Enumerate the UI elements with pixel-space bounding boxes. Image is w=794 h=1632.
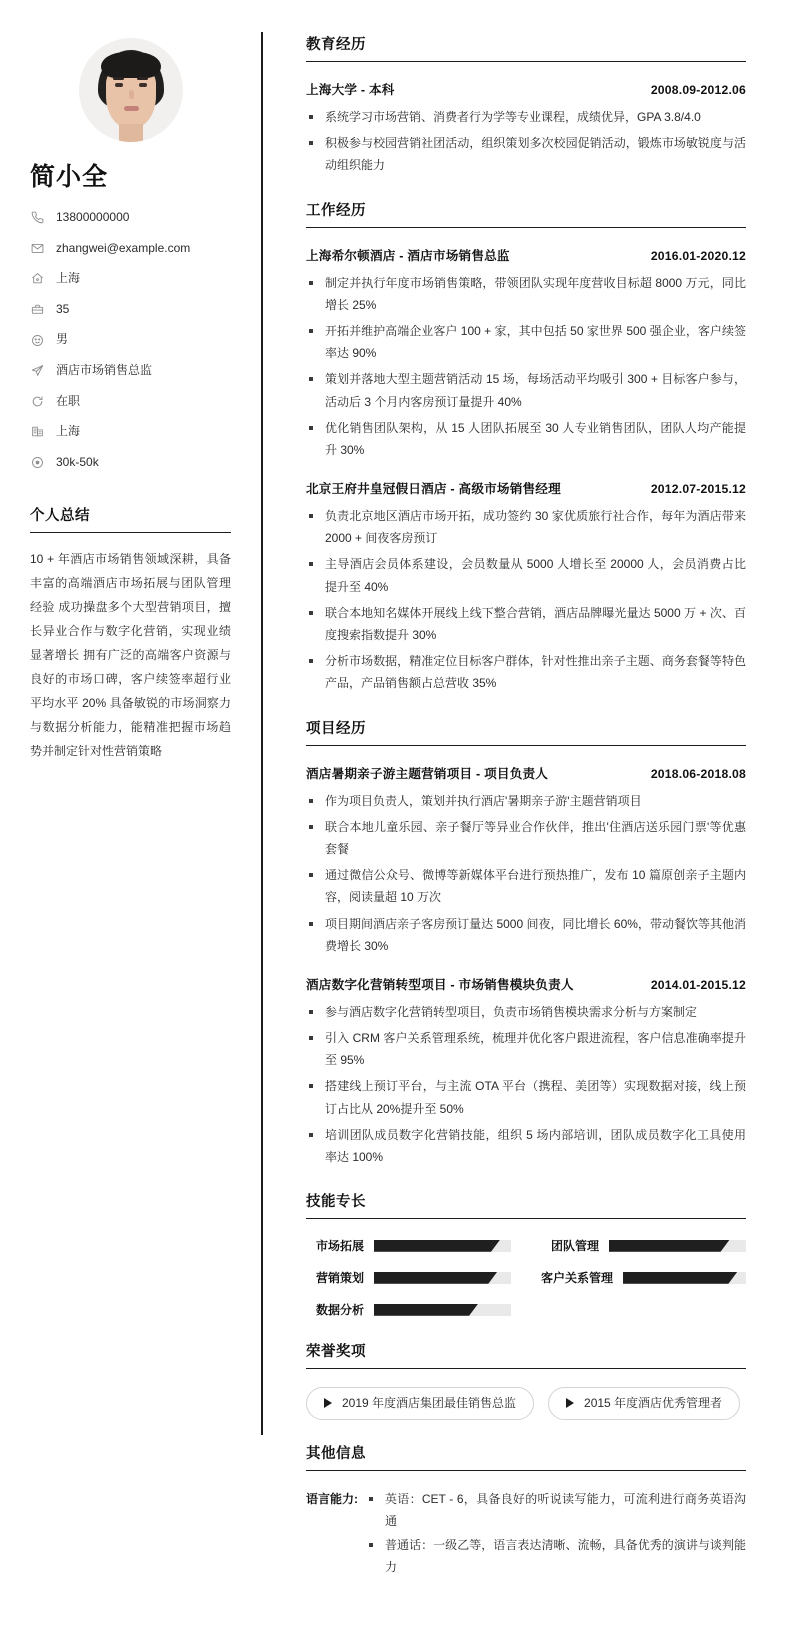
entry-title: 酒店数字化营销转型项目 - 市场销售模块负责人 xyxy=(306,977,574,992)
summary-heading: 个人总结 xyxy=(30,504,231,533)
other-info-section xyxy=(306,1442,746,1581)
skill-item xyxy=(541,1237,746,1254)
avatar-wrap xyxy=(30,38,231,142)
work-heading: 工作经历 xyxy=(306,199,746,228)
skill-fill xyxy=(374,1240,500,1252)
contact-list xyxy=(30,210,231,470)
bullet-item: 制定并执行年度市场销售策略，带领团队实现年度营收目标超 8000 万元，同比增长 25% xyxy=(306,272,746,316)
skill-label: 团队管理 xyxy=(550,1239,599,1254)
contact-value-gender: 男 xyxy=(56,332,69,347)
envelope-icon xyxy=(30,241,45,256)
contact-item-age xyxy=(30,302,231,318)
contact-item-city xyxy=(30,424,231,440)
refresh-icon xyxy=(30,394,45,409)
bullet-item: 积极参与校园营销社团活动，组织策划多次校园促销活动，锻炼市场敏锐度与活动组织能力 xyxy=(306,132,746,176)
education-entry xyxy=(306,79,746,177)
skill-fill xyxy=(623,1272,737,1284)
entry-header xyxy=(306,79,746,98)
bullet-item: 负责北京地区酒店市场开拓，成功签约 30 家优质旅行社合作，每年为酒店带来 2000 + 间夜客房预订 xyxy=(306,505,746,549)
skill-item xyxy=(306,1269,511,1286)
bullet-item: 联合本地知名媒体开展线上线下整合营销，酒店品牌曝光量达 5000 万 + 次、百度搜索指数提升 30% xyxy=(306,602,746,646)
skill-label: 数据分析 xyxy=(315,1303,364,1318)
skill-fill xyxy=(374,1272,497,1284)
contact-value-age: 35 xyxy=(56,301,70,316)
bullet-item: 主导酒店会员体系建设，会员数量从 5000 人增长至 20000 人，会员消费占比提升至 40% xyxy=(306,553,746,597)
skill-fill xyxy=(609,1240,730,1252)
bullet-item: 策划并落地大型主题营销活动 15 场，每场活动平均吸引 300 + 目标客户参与，活动后 3 个月内客房预订量提升 40% xyxy=(306,368,746,412)
honor-label: 2019 年度酒店集团最佳销售总监 xyxy=(342,1396,517,1411)
bullet-item: 培训团队成员数字化营销技能，组织 5 场内部培训，团队成员数字化工具使用率达 100% xyxy=(306,1124,746,1168)
skill-track xyxy=(374,1240,511,1252)
entry-title: 酒店暑期亲子游主题营销项目 - 项目负责人 xyxy=(306,766,549,781)
education-section xyxy=(306,33,746,177)
contact-item-position xyxy=(30,363,231,379)
entry-header xyxy=(306,763,746,782)
entry-header xyxy=(306,245,746,264)
entry-bullets xyxy=(306,106,746,177)
skill-track xyxy=(374,1304,511,1316)
skill-item xyxy=(306,1237,511,1254)
bullet-item: 开拓并维护高端企业客户 100 + 家，其中包括 50 家世界 500 强企业，客户续签率达 90% xyxy=(306,320,746,364)
building-icon xyxy=(30,424,45,439)
avatar xyxy=(79,38,183,142)
main-content xyxy=(261,0,794,1632)
language-bullets xyxy=(366,1488,746,1579)
contact-item-location xyxy=(30,271,231,287)
entry-title: 北京王府井皇冠假日酒店 - 高级市场销售经理 xyxy=(306,482,561,497)
entry-bullets xyxy=(306,505,746,695)
work-section xyxy=(306,199,746,695)
bullet-item: 通过微信公众号、微博等新媒体平台进行预热推广，发布 10 篇原创亲子主题内容，阅读量超 10 万次 xyxy=(306,864,746,908)
skill-track xyxy=(374,1272,511,1284)
projects-heading: 项目经历 xyxy=(306,717,746,746)
bullet-item: 英语：CET - 6，具备良好的听说读写能力，可流利进行商务英语沟通 xyxy=(366,1488,746,1532)
send-icon xyxy=(30,363,45,378)
bullet-item: 搭建线上预订平台，与主流 OTA 平台（携程、美团等）实现数据对接，线上预订占比从 20%提升至 50% xyxy=(306,1075,746,1119)
summary-section xyxy=(30,504,231,763)
other-info-heading: 其他信息 xyxy=(306,1442,746,1471)
projects-section xyxy=(306,717,746,1169)
entry-header xyxy=(306,974,746,993)
bullet-item: 普通话：一级乙等，语言表达清晰、流畅，具备优秀的演讲与谈判能力 xyxy=(366,1534,746,1578)
skill-label: 市场拓展 xyxy=(315,1239,364,1254)
contact-value-location: 上海 xyxy=(56,271,81,286)
skill-label: 营销策划 xyxy=(315,1271,364,1286)
honor-label: 2015 年度酒店优秀管理者 xyxy=(584,1396,723,1411)
entry-bullets xyxy=(306,790,746,957)
contact-item-salary xyxy=(30,455,231,471)
work-entry xyxy=(306,478,746,695)
project-entry xyxy=(306,974,746,1168)
language-body xyxy=(366,1488,746,1581)
contact-value-position: 酒店市场销售总监 xyxy=(56,362,153,377)
entry-bullets xyxy=(306,272,746,462)
honor-badge[interactable] xyxy=(548,1387,740,1419)
language-label: 语言能力: xyxy=(306,1491,358,1506)
skill-fill xyxy=(374,1304,478,1316)
bullet-item: 联合本地儿童乐园、亲子餐厅等异业合作伙伴，推出'住酒店送乐园门票'等优惠套餐 xyxy=(306,816,746,860)
skills-heading: 技能专长 xyxy=(306,1190,746,1219)
profile-name: 简小全 xyxy=(30,163,109,191)
project-entry xyxy=(306,763,746,957)
bullet-item: 引入 CRM 客户关系管理系统，梳理并优化客户跟进流程，客户信息准确率提升至 95% xyxy=(306,1027,746,1071)
contact-item-status xyxy=(30,394,231,410)
entry-date: 2014.01-2015.12 xyxy=(650,977,746,992)
play-triangle-icon xyxy=(324,1398,332,1408)
bullet-item: 分析市场数据，精准定位目标客户群体，针对性推出亲子主题、商务套餐等特色产品，产品销售额占总营收 35% xyxy=(306,650,746,694)
entry-header xyxy=(306,478,746,497)
briefcase-icon xyxy=(30,302,45,317)
contact-item-phone xyxy=(30,210,231,226)
salary-icon xyxy=(30,455,45,470)
bullet-item: 优化销售团队架构，从 15 人团队拓展至 30 人专业销售团队，团队人均产能提升 30% xyxy=(306,417,746,461)
honor-badge[interactable] xyxy=(306,1387,534,1419)
contact-value-city: 上海 xyxy=(56,424,81,439)
skill-item xyxy=(541,1269,746,1286)
home-icon xyxy=(30,271,45,286)
bullet-item: 作为项目负责人，策划并执行酒店'暑期亲子游'主题营销项目 xyxy=(306,790,746,812)
skill-label: 客户关系管理 xyxy=(541,1271,614,1286)
bullet-item: 参与酒店数字化营销转型项目，负责市场销售模块需求分析与方案制定 xyxy=(306,1001,746,1023)
contact-value-salary: 30k-50k xyxy=(56,454,99,469)
play-triangle-icon xyxy=(566,1398,574,1408)
gender-icon xyxy=(30,333,45,348)
entry-date: 2012.07-2015.12 xyxy=(650,482,746,497)
skills-grid xyxy=(306,1237,746,1318)
entry-date: 2018.06-2018.08 xyxy=(650,766,746,781)
honors-list xyxy=(306,1387,746,1419)
phone-icon xyxy=(30,210,45,225)
skills-section xyxy=(306,1190,746,1318)
contact-value-email: zhangwei@example.com xyxy=(56,240,191,255)
entry-title: 上海大学 - 本科 xyxy=(306,83,395,97)
summary-text: 10 + 年酒店市场销售领域深耕，具备丰富的高端酒店市场拓展与团队管理经验 成功操盘多个大型营销项目，擅长异业合作与数字化营销，实现业绩显著增长 拥有广泛的高端客户资源与良好的市场口碑，客户续签率超行业平均水平 20% 具备敏锐的市场洞察力与数据分析能力，能精准把握市场趋势并制定针对性营销策略 xyxy=(30,552,231,759)
entry-bullets xyxy=(306,1001,746,1168)
contact-item-email xyxy=(30,241,231,257)
bullet-item: 系统学习市场营销、消费者行为学等专业课程，成绩优异，GPA 3.8/4.0 xyxy=(306,106,746,128)
sidebar xyxy=(0,0,261,763)
entry-date: 2008.09-2012.06 xyxy=(650,83,746,97)
honors-heading: 荣誉奖项 xyxy=(306,1340,746,1369)
contact-item-gender xyxy=(30,332,231,348)
language-row xyxy=(306,1488,746,1581)
skill-track xyxy=(609,1240,746,1252)
work-entry xyxy=(306,245,746,462)
entry-title: 上海希尔顿酒店 - 酒店市场销售总监 xyxy=(306,248,510,263)
skill-track xyxy=(623,1272,746,1284)
honors-section xyxy=(306,1340,746,1419)
education-heading: 教育经历 xyxy=(306,33,746,62)
skill-item xyxy=(306,1301,511,1318)
bullet-item: 项目期间酒店亲子客房预订量达 5000 间夜，同比增长 60%，带动餐饮等其他消费增长 30% xyxy=(306,913,746,957)
contact-value-phone: 13800000000 xyxy=(56,210,130,224)
contact-value-status: 在职 xyxy=(56,393,81,408)
entry-date: 2016.01-2020.12 xyxy=(650,248,746,263)
column-divider xyxy=(261,32,263,1435)
